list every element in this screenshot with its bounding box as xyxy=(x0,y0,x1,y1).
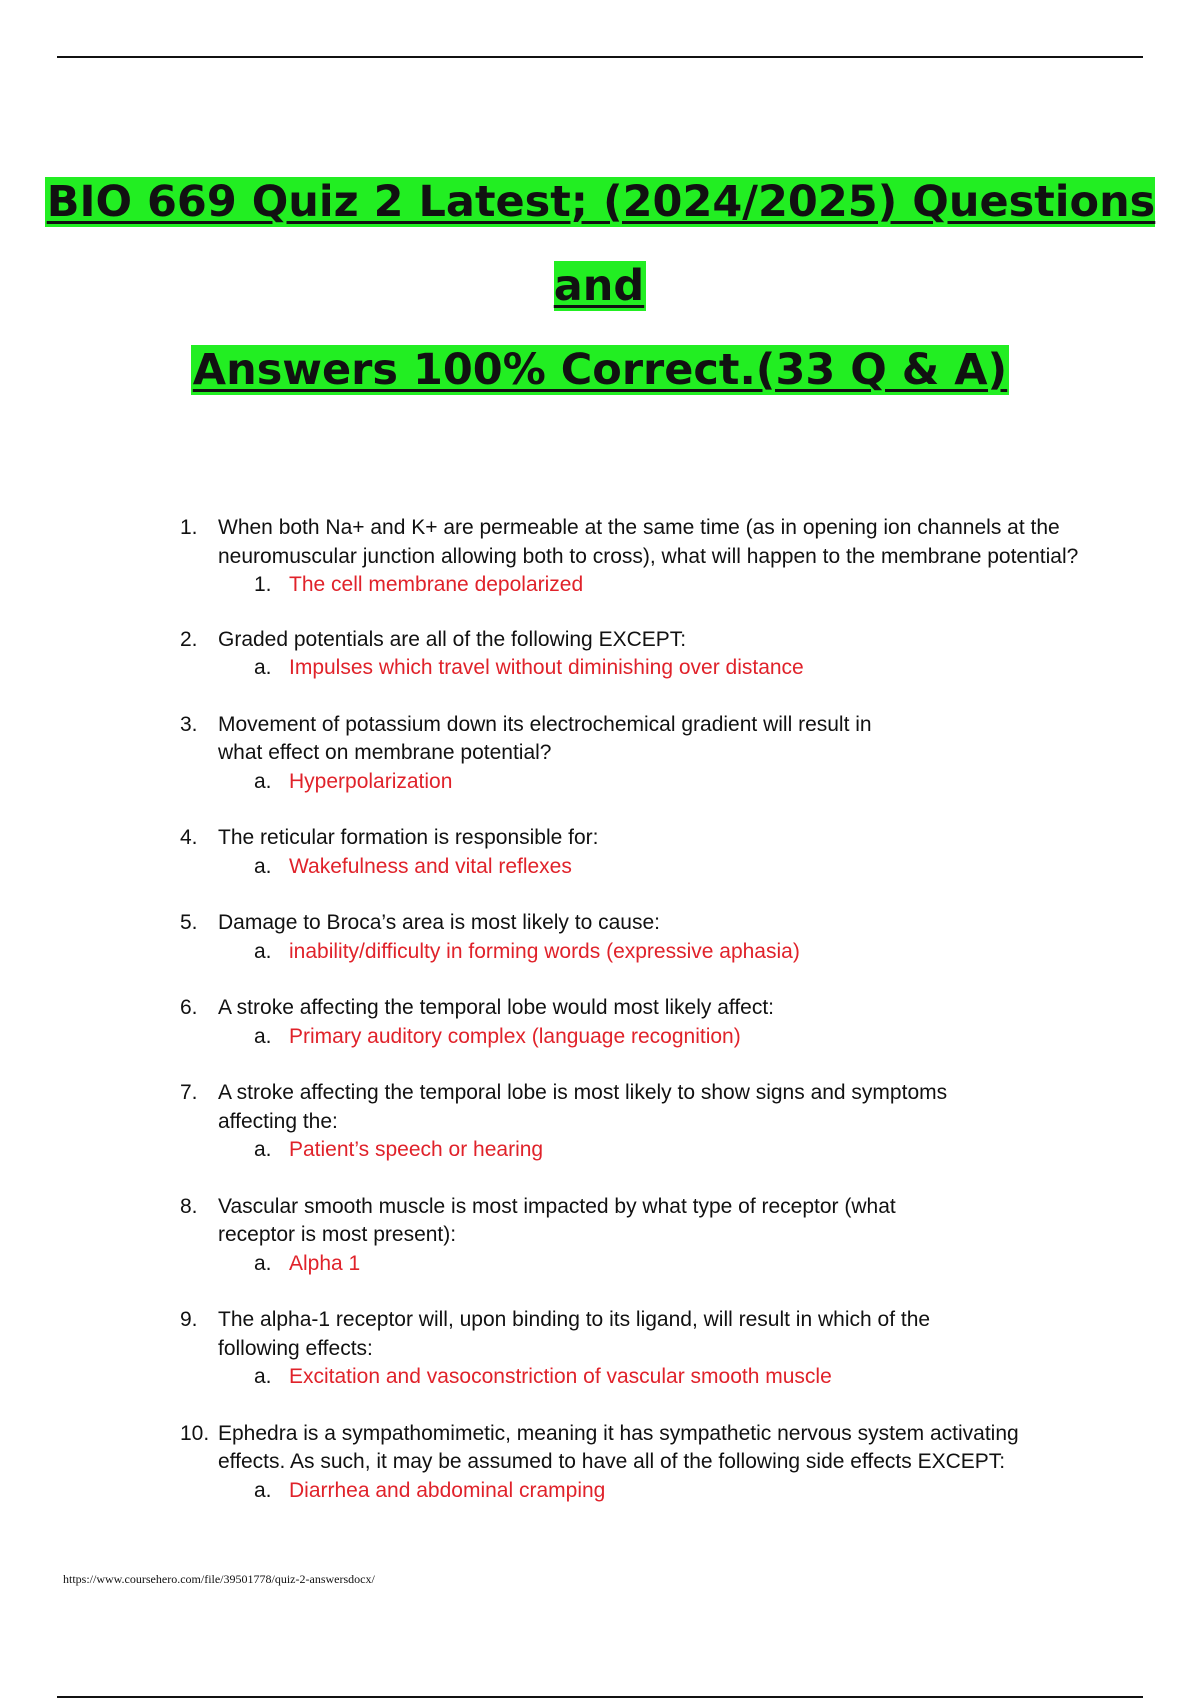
answer-marker: a. xyxy=(254,1365,272,1388)
answer-marker: a. xyxy=(254,939,272,963)
answer-marker: a. xyxy=(254,854,272,878)
question-text: When both Na+ and K+ are permeable at the same time (as in opening ion channels at the neuromuscular junction allowing both to cross), what will happen to the membrane potential? xyxy=(218,516,1079,568)
title-line-2: Answers 100% Correct.(33 Q & A) xyxy=(192,345,1008,395)
question-text: Vascular smooth muscle is most impacted by what type of receptor (what receptor is most present): xyxy=(218,1194,896,1246)
question-number: 6. xyxy=(180,996,198,1019)
answer-marker: a. xyxy=(254,1138,272,1161)
answer-text: Wakefulness and vital reflexes xyxy=(289,854,572,878)
question-item xyxy=(180,1193,1080,1279)
question-item xyxy=(180,909,1080,966)
question-item xyxy=(180,711,1080,797)
question-item xyxy=(180,994,1080,1051)
answer-marker: a. xyxy=(254,1251,272,1275)
question-number: 9. xyxy=(180,1308,198,1331)
document-title xyxy=(0,160,1200,412)
question-item xyxy=(180,1420,1080,1506)
answer-text: Diarrhea and abdominal cramping xyxy=(289,1478,606,1502)
question-text: Movement of potassium down its electrochemical gradient will result in what effect on membrane potential? xyxy=(218,712,872,764)
question-text: The alpha-1 receptor will, upon binding to its ligand, will result in which of the following effects: xyxy=(218,1308,931,1360)
top-rule xyxy=(57,56,1143,58)
question-text: A stroke affecting the temporal lobe would most likely affect: xyxy=(218,996,775,1019)
answer-marker: a. xyxy=(254,1024,272,1048)
question-item xyxy=(180,626,1080,683)
answer-text: Alpha 1 xyxy=(289,1251,361,1275)
answer-text: Primary auditory complex (language recognition) xyxy=(289,1024,741,1048)
question-text: The reticular formation is responsible for: xyxy=(218,826,599,849)
question-text: Graded potentials are all of the following EXCEPT: xyxy=(218,627,687,651)
source-url[interactable]: https://www.coursehero.com/file/39501778/quiz-2-answersdocx/ xyxy=(63,1572,375,1586)
question-number: 5. xyxy=(180,911,198,934)
question-text: Damage to Broca’s area is most likely to cause: xyxy=(218,911,660,934)
question-list xyxy=(180,514,1080,1533)
answer-marker: a. xyxy=(254,1478,272,1502)
question-number: 1. xyxy=(180,516,198,539)
question-number: 2. xyxy=(180,627,198,651)
answer-text: The cell membrane depolarized xyxy=(289,573,584,596)
answer-text: Impulses which travel without diminishing over distance xyxy=(289,656,804,679)
bottom-rule xyxy=(57,1696,1143,1698)
answer-marker: a. xyxy=(254,656,272,679)
answer-text: Excitation and vasoconstriction of vascular smooth muscle xyxy=(289,1365,832,1388)
question-text: Ephedra is a sympathomimetic, meaning it has sympathetic nervous system activating effects. As such, it may be assumed to have all of the following side effects EXCEPT: xyxy=(218,1421,1019,1473)
question-item xyxy=(180,514,1080,600)
question-number: 7. xyxy=(180,1081,198,1104)
question-text: A stroke affecting the temporal lobe is most likely to show signs and symptoms affecting the: xyxy=(218,1081,948,1133)
answer-text: Hyperpolarization xyxy=(289,769,453,793)
question-item xyxy=(180,1306,1080,1392)
question-number: 10. xyxy=(180,1421,210,1445)
answer-text: inability/difficulty in forming words (expressive aphasia) xyxy=(289,939,800,963)
question-item xyxy=(180,824,1080,881)
answer-marker: a. xyxy=(254,769,272,793)
question-number: 4. xyxy=(180,826,198,849)
answer-marker: 1. xyxy=(254,573,272,596)
answer-text: Patient’s speech or hearing xyxy=(289,1138,544,1161)
question-number: 3. xyxy=(180,712,198,736)
title-line-1: BIO 669 Quiz 2 Latest; (2024/2025) Questions and xyxy=(46,177,1156,311)
question-number: 8. xyxy=(180,1194,198,1218)
question-item xyxy=(180,1079,1080,1165)
